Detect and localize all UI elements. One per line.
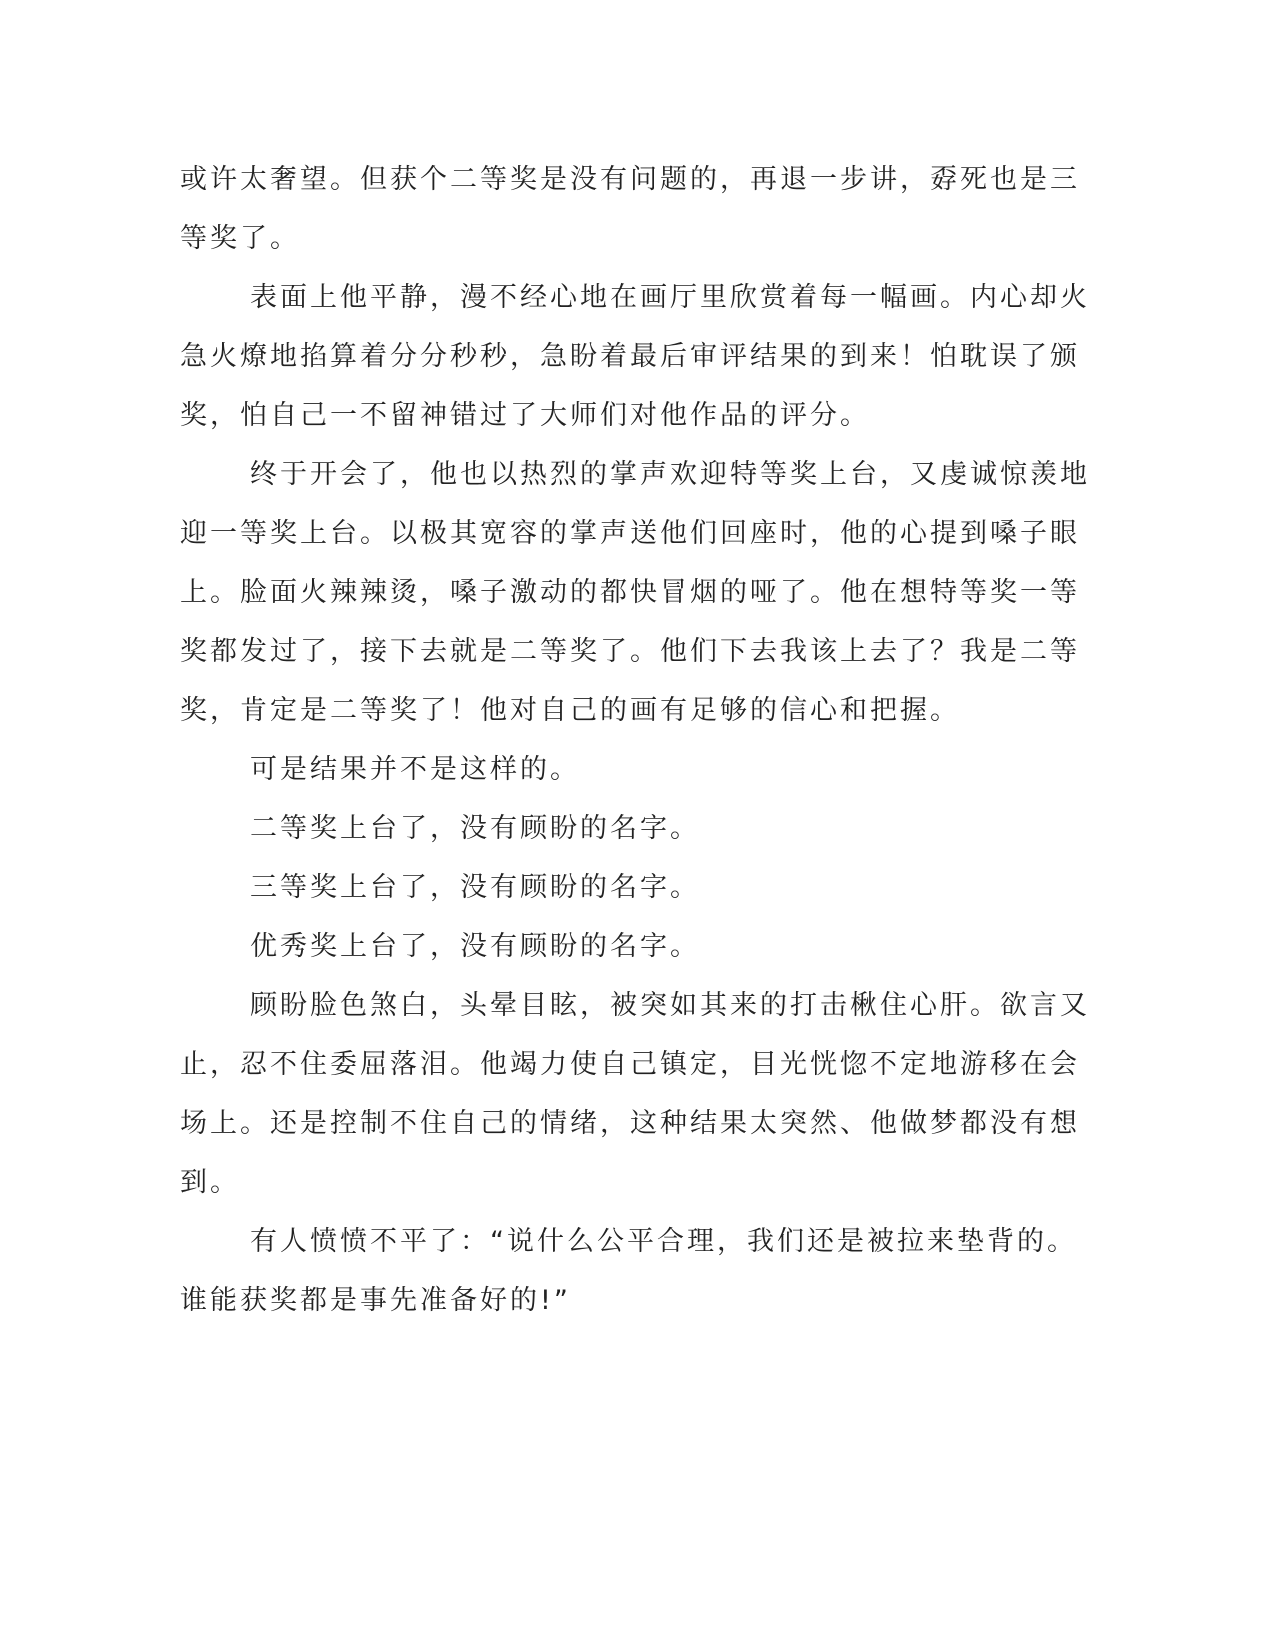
text-line: 迎一等奖上台。以极其宽容的掌声送他们回座时，他的心提到嗓子眼 xyxy=(180,518,1080,549)
text-line: 谁能获奖都是事先准备好的!” xyxy=(180,1285,571,1316)
text-line: 二等奖上台了，没有顾盼的名字。 xyxy=(250,813,700,844)
paragraph xyxy=(180,917,1032,976)
text-line: 三等奖上台了，没有顾盼的名字。 xyxy=(250,872,700,903)
paragraph xyxy=(180,799,1032,858)
paragraph xyxy=(180,445,1090,740)
text-line: 止，忍不住委屈落泪。他竭力使自己镇定，目光恍惚不定地游移在会 xyxy=(180,1049,1080,1080)
text-line: 可是结果并不是这样的。 xyxy=(250,754,580,785)
text-line: 到。 xyxy=(180,1167,240,1198)
text-line: 表面上他平静，漫不经心地在画厅里欣赏着每一幅画。内心却火 xyxy=(250,282,1090,313)
text-line: 奖，怕自己一不留神错过了大师们对他作品的评分。 xyxy=(180,400,870,431)
paragraph xyxy=(180,150,1080,268)
text-line: 奖都发过了，接下去就是二等奖了。他们下去我该上去了？我是二等 xyxy=(180,636,1080,667)
text-line: 等奖了。 xyxy=(180,223,300,254)
text-line: 顾盼脸色煞白，头晕目眩，被突如其来的打击楸住心肝。欲言又 xyxy=(250,990,1090,1021)
paragraph xyxy=(180,1212,1077,1330)
document-body xyxy=(180,150,1090,1330)
paragraph xyxy=(180,976,1090,1212)
paragraph xyxy=(180,268,1090,445)
text-line: 上。脸面火辣辣烫，嗓子激动的都快冒烟的哑了。他在想特等奖一等 xyxy=(180,577,1080,608)
text-line: 有人愤愤不平了：“说什么公平合理，我们还是被拉来垫背的。 xyxy=(250,1226,1077,1257)
text-line: 场上。还是控制不住自己的情绪，这种结果太突然、他做梦都没有想 xyxy=(180,1108,1080,1139)
text-line: 优秀奖上台了，没有顾盼的名字。 xyxy=(250,931,700,962)
text-line: 奖，肯定是二等奖了！他对自己的画有足够的信心和把握。 xyxy=(180,695,960,726)
paragraph xyxy=(180,740,1032,799)
text-line: 或许太奢望。但获个二等奖是没有问题的，再退一步讲，孬死也是三 xyxy=(180,164,1080,195)
text-line: 急火燎地掐算着分分秒秒，急盼着最后审评结果的到来！怕耽误了颁 xyxy=(180,341,1080,372)
text-line: 终于开会了，他也以热烈的掌声欢迎特等奖上台，又虔诚惊羡地 xyxy=(250,459,1090,490)
paragraph xyxy=(180,858,1032,917)
